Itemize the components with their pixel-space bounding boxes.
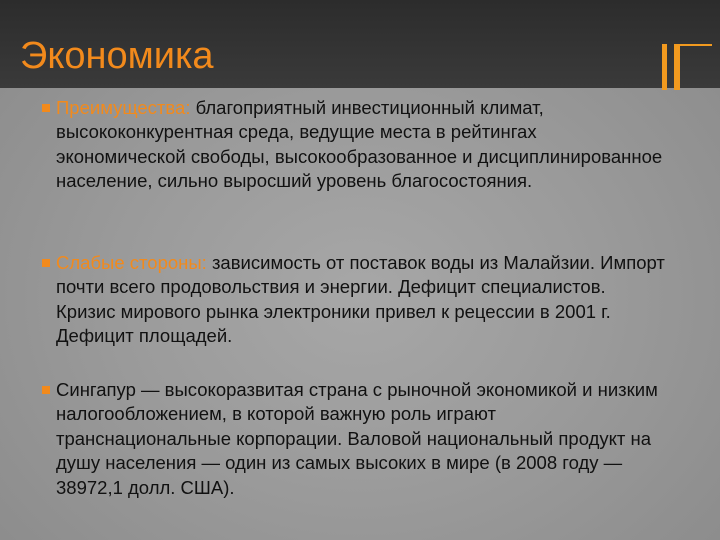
bullet-text: зависимость от поставок воды из Малайзии. Импорт почти всего продовольствия и энергии. Дефицит специалистов. Кризис мирового рынка электроники привел к рецессии в 2001 г. Дефицит площадей. xyxy=(56,252,665,347)
bullet-advantages xyxy=(40,96,670,194)
bullet-text: Сингапур — высокоразвитая страна с рыночной экономикой и низким налогообложением, в которой важную роль играют транснациональные корпорации. Валовой национальный продукт на душу населения — один из самых высоких в мире (в 2008 году — 38972,1 долл. США). xyxy=(56,379,658,498)
corner-rule xyxy=(674,44,712,46)
title-bar xyxy=(0,0,720,88)
bullet-label: Слабые стороны: xyxy=(56,252,207,273)
square-bullet-icon xyxy=(42,104,50,112)
square-bullet-icon xyxy=(42,386,50,394)
bullet-text: благоприятный инвестиционный климат, высококонкурентная среда, ведущие места в рейтингах экономической свободы, высокообразованное и дисциплинированное население, сильно выросший уровень благосостояния. xyxy=(56,97,663,192)
corner-bar-thin xyxy=(662,44,667,90)
bullet-label: Преимущества: xyxy=(56,97,191,118)
corner-bracket-icon xyxy=(662,44,712,90)
corner-bar-thick xyxy=(674,44,680,90)
slide-title: Экономика xyxy=(20,35,214,77)
square-bullet-icon xyxy=(42,259,50,267)
bullet-weaknesses xyxy=(40,251,670,349)
bullet-singapore-overview xyxy=(40,378,670,500)
